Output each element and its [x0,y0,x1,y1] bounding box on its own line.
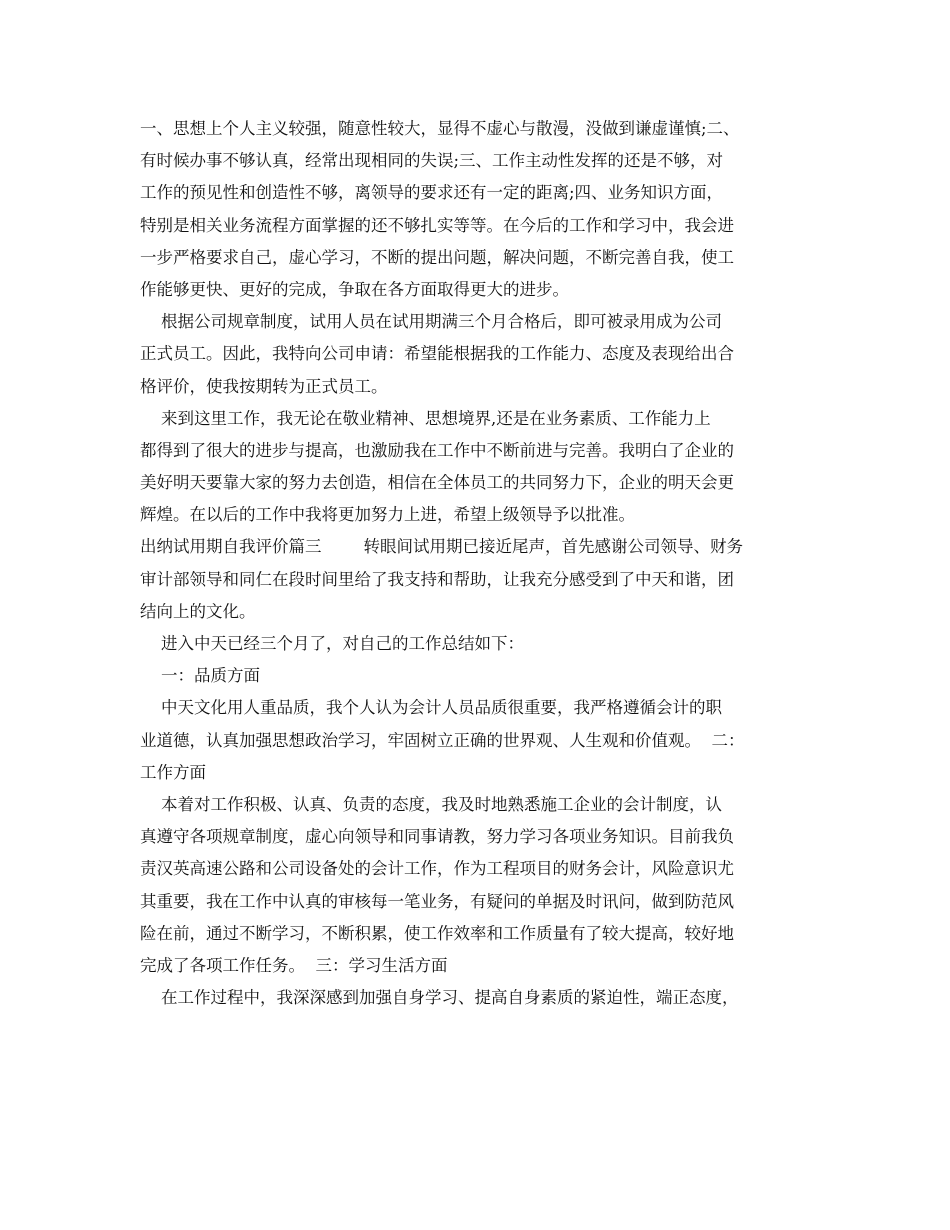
text-line: 工作方面 [140,762,206,782]
text-line: 险在前，通过不断学习，不断积累，使工作效率和工作质量有了较大提高，较好地 [140,923,734,943]
text-line: 来到这里工作，我无论在敬业精神、思想境界,还是在业务素质、工作能力上 [140,408,711,428]
text-line: 在工作过程中，我深深感到加强自身学习、提高自身素质的紧迫性，端正态度， [140,988,739,1008]
text-line: 中天文化用人重品质，我个人认为会计人员品质很重要，我严格遵循会计的职 [140,698,722,718]
text-line: 进入中天已经三个月了，对自己的工作总结如下： [140,634,524,653]
text-line: 一、思想上个人主义较强，随意性较大，显得不虚心与散漫，没做到谦虚谨慎;二、 [140,119,740,138]
text-line: 格评价，使我按期转为正式员工。 [140,376,388,396]
text-line: 结向上的文化。 [140,601,256,621]
subheading-line: 一：品质方面 [140,666,260,686]
text-line: 责汉英高速公路和公司设备处的会计工作，作为工程项目的财务会计，风险意识尤 [140,859,734,879]
text-line: 工作的预见性和创造性不够，离领导的要求还有一定的距离;四、业务知识方面， [140,183,724,203]
text-line: 辉煌。在以后的工作中我将更加努力上进，希望上级领导予以批准。 [140,505,635,525]
text-line: 其重要，我在工作中认真的审核每一笔业务，有疑问的单据及时讯问，做到防范风 [140,891,734,911]
text-line: 根据公司规章制度，试用人员在试用期满三个月合格后，即可被录用成为公司 [140,312,722,332]
section-heading-line: 出纳试用期自我评价篇三 转眼间试用期已接近尾声，首先感谢公司领导、财务 [140,537,743,557]
text-line: 完成了各项工作任务。 三：学习生活方面 [140,955,448,975]
text-line: 本着对工作积极、认真、负责的态度，我及时地熟悉施工企业的会计制度，认 [140,794,722,814]
document-body [140,113,830,1014]
text-line: 有时候办事不够认真，经常出现相同的失误;三、工作主动性发挥的还是不够，对 [140,151,724,171]
text-line: 美好明天要靠大家的努力去创造，相信在全体员工的共同努力下，企业的明天会更 [140,473,734,493]
text-line: 正式员工。因此，我特向公司申请：希望能根据我的工作能力、态度及表现给出合 [140,344,734,364]
text-line: 业道德，认真加强思想政治学习，牢固树立正确的世界观、人生观和价值观。 二： [140,730,745,750]
text-line: 特别是相关业务流程方面掌握的还不够扎实等等。在今后的工作和学习中，我会进 [140,215,734,235]
text-line: 真遵守各项规章制度，虚心向领导和同事请教，努力学习各项业务知识。目前我负 [140,827,734,847]
text-line: 作能够更快、更好的完成，争取在各方面取得更大的进步。 [140,279,569,299]
text-line: 审计部领导和同仁在段时间里给了我支持和帮助，让我充分感受到了中天和谐，团 [140,569,734,589]
text-line: 一步严格要求自己，虚心学习，不断的提出问题，解决问题，不断完善自我，使工 [140,247,734,267]
text-line: 都得到了很大的进步与提高，也激励我在工作中不断前进与完善。我明白了企业的 [140,440,734,460]
